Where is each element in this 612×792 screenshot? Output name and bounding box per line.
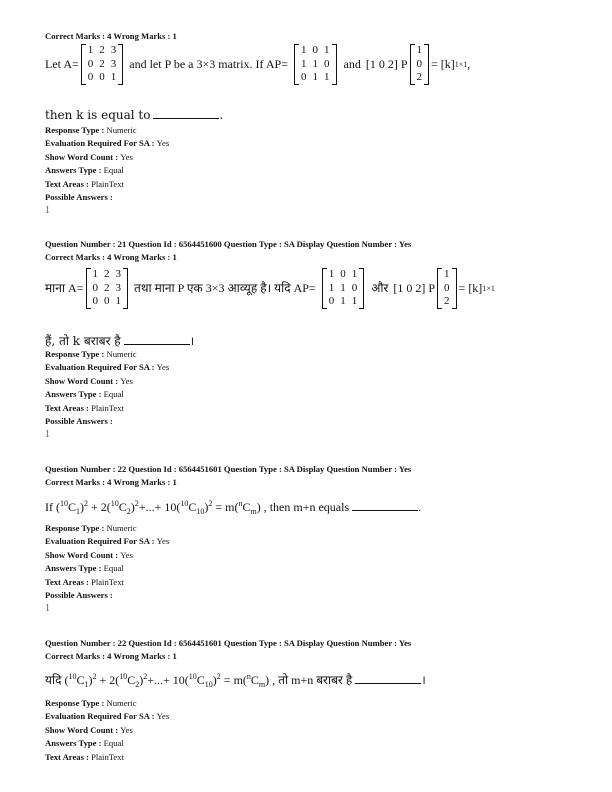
matrix-cell: 1 <box>312 57 318 70</box>
matrix-cell: 0 <box>312 44 318 56</box>
meta-line: Response Type : Numeric <box>45 349 137 359</box>
matrix-cell: 0 <box>444 281 450 294</box>
meta-line: Text Areas : PlainText <box>45 576 124 587</box>
meta-line: Text Areas : PlainText <box>45 751 124 762</box>
matrix-cell: 0 <box>340 268 346 280</box>
matrix-cell: 1 <box>328 268 335 280</box>
meta-line: Response Type : Numeric <box>45 698 137 708</box>
q21-then: हैं, तो k बराबर है । <box>45 334 195 348</box>
matrix-cell: 3 <box>115 281 121 294</box>
matrix-cell: 0 <box>416 57 422 70</box>
matrix-cell: 2 <box>99 57 105 70</box>
meta-line: Answers Type : Equal <box>45 738 124 749</box>
matrix-cell: 0 <box>104 295 110 307</box>
possible-answer: 1 <box>45 603 50 615</box>
matrix-cell: 0 <box>87 71 94 83</box>
matrix-ap <box>294 44 337 85</box>
matrix-cell: 2 <box>104 281 110 294</box>
matrix-cell: 1 <box>301 57 307 70</box>
q20-meta <box>45 124 585 217</box>
q20-marks: Correct Marks : 4 Wrong Marks : 1 <box>45 31 177 41</box>
possible-answer: 1 <box>45 205 50 217</box>
matrix-cell: 2 <box>444 295 450 307</box>
matrix-cell: 1 <box>324 71 330 83</box>
matrix-cell: 0 <box>92 281 98 294</box>
matrix-cell: 3 <box>110 57 117 70</box>
q22b-equation: यदि $(^{10}C_1)^2 + 2(^{10}C_2)^2+...+ 10(^{10}C_{10})^2 = m(^nC_m)$ , तो m+n बराबर है । <box>45 672 426 689</box>
possible-answer: 1 <box>45 429 50 441</box>
meta-line: Response Type : Numeric <box>45 523 137 533</box>
q22b-meta <box>45 697 585 764</box>
matrix-cell: 1 <box>92 268 98 280</box>
matrix-cell: 1 <box>340 295 346 307</box>
matrix-cell: 1 <box>324 44 330 56</box>
meta-line: Possible Answers : <box>45 416 113 427</box>
matrix-cell: 1 <box>110 71 117 83</box>
matrix-cell: 1 <box>312 71 318 83</box>
meta-line: Evaluation Required For SA : Yes <box>45 138 170 149</box>
q20-then: then k is equal to . <box>45 108 224 122</box>
matrix-cell: 1 <box>444 268 450 280</box>
meta-line: Answers Type : Equal <box>45 389 124 400</box>
q20-equation: Let A= 1 2 3 0 2 3 0 0 1 and let P be a 3×3 matrix. If AP= 1 0 1 1 1 0 0 1 1 and [1 0 2] P 1 0 2 = [k] 1×1 , <box>45 44 471 83</box>
meta-line: Evaluation Required For SA : Yes <box>45 536 170 547</box>
column-vector <box>410 44 430 85</box>
question-marks: Correct Marks : 4 Wrong Marks : 1 <box>45 252 177 262</box>
matrix-cell: 3 <box>115 268 121 280</box>
matrix-cell: 1 <box>351 295 358 307</box>
question-header: Question Number : 21 Question Id : 6564451600 Question Type : SA Display Question Number : Yes <box>45 239 412 249</box>
meta-line: Possible Answers : <box>45 590 113 601</box>
meta-line: Show Word Count : Yes <box>45 724 133 735</box>
q21-header-block <box>45 238 585 264</box>
q22a-meta <box>45 522 585 615</box>
q22b-header-block: Question Number : 22 Question Id : 6564451601 Question Type : SA Display Question Number : Yes Correct Marks : 4 Wrong Marks : 1 <box>45 638 412 661</box>
answer-blank <box>153 108 219 119</box>
meta-line: Evaluation Required For SA : Yes <box>45 711 170 722</box>
q22a-header-block: Question Number : 22 Question Id : 6564451601 Question Type : SA Display Question Number : Yes Correct Marks : 4 Wrong Marks : 1 <box>45 464 412 487</box>
matrix-cell: 1 <box>416 44 422 56</box>
q22a-equation: If $(^{10}C_1)^2 + 2(^{10}C_2)^2+...+ 10(^{10}C_{10})^2 = m(^nC_m)$ , then m+n equals . <box>45 499 422 516</box>
meta-line: Answers Type : Equal <box>45 165 124 176</box>
meta-line: Answers Type : Equal <box>45 563 124 574</box>
matrix-cell: 0 <box>87 57 94 70</box>
matrix-cell: 1 <box>328 281 335 294</box>
matrix-cell: 0 <box>92 295 98 307</box>
matrix-cell: 1 <box>115 295 121 307</box>
q21-meta <box>45 348 585 441</box>
matrix-cell: 2 <box>99 44 105 56</box>
matrix-cell: 1 <box>301 44 307 56</box>
matrix-cell: 1 <box>87 44 94 56</box>
meta-line: Text Areas : PlainText <box>45 178 124 189</box>
matrix-cell: 0 <box>328 295 335 307</box>
matrix-cell: 1 <box>340 281 346 294</box>
matrix-cell: 1 <box>351 268 358 280</box>
matrix-cell: 0 <box>301 71 307 83</box>
matrix-cell: 0 <box>324 57 330 70</box>
matrix-cell: 2 <box>104 268 110 280</box>
meta-line: Text Areas : PlainText <box>45 402 124 413</box>
meta-line: Show Word Count : Yes <box>45 375 133 386</box>
matrix-a <box>81 44 124 85</box>
meta-line: Evaluation Required For SA : Yes <box>45 362 170 373</box>
q21-equation: माना A= 1 2 3 0 2 3 0 0 1 तथा माना P एक 3×3 आव्यूह है। यदि AP= 1 0 1 1 1 0 0 1 1 और [1 0 2] P 1 0 2 = [k] 1×1 <box>45 268 495 307</box>
matrix-cell: 0 <box>351 281 358 294</box>
matrix-cell: 2 <box>416 71 422 83</box>
matrix-cell: 3 <box>110 44 117 56</box>
matrix-cell: 0 <box>99 71 105 83</box>
meta-line: Show Word Count : Yes <box>45 151 133 162</box>
meta-line: Show Word Count : Yes <box>45 549 133 560</box>
meta-line: Possible Answers : <box>45 192 113 203</box>
meta-line: Response Type : Numeric <box>45 125 137 135</box>
